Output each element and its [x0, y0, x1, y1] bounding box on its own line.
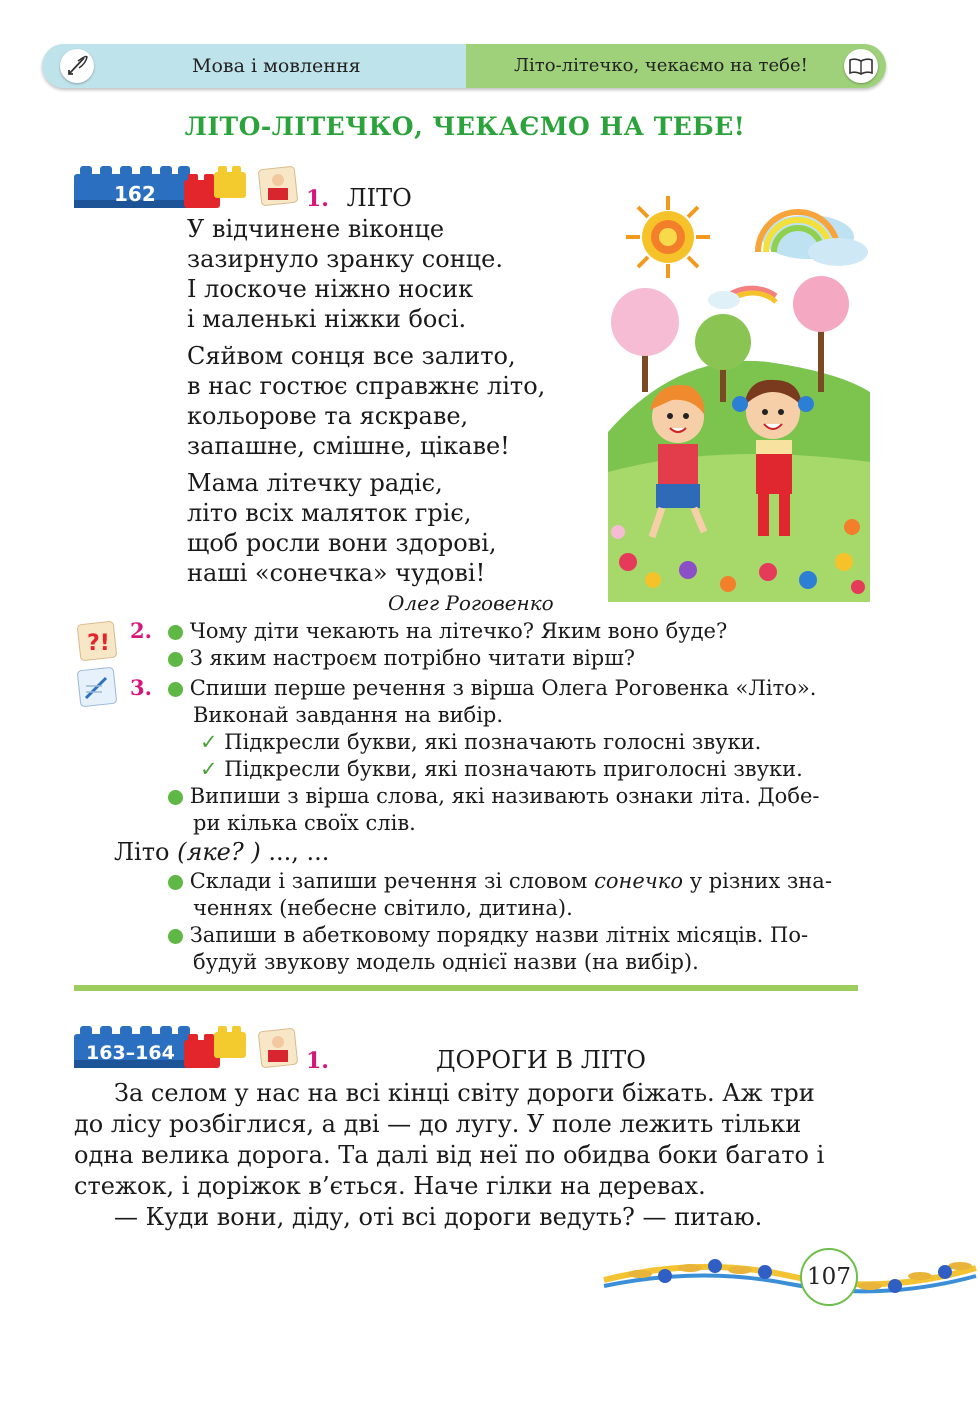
poem-stanza-2	[187, 341, 587, 461]
section-divider	[74, 985, 858, 991]
sun-icon	[626, 196, 710, 278]
task-text: ченнях (небесне світило, дитина).	[193, 896, 573, 920]
wheat-cornflower-ornament	[600, 1246, 978, 1306]
reading-child-icon	[258, 166, 298, 206]
poem-line: кольорове та яскраве,	[187, 402, 469, 430]
header-section-label: Мова і мовлення	[192, 55, 361, 77]
question-text: З яким настроєм потрібно читати вірш?	[189, 646, 636, 670]
poem-line: наші «сонечка» чудові!	[187, 559, 486, 587]
header-left-section	[42, 44, 466, 88]
bullet	[168, 790, 183, 805]
task-3-more	[168, 868, 868, 976]
task-number: 2.	[130, 618, 152, 643]
quill-icon	[60, 49, 94, 83]
lito-word: Літо	[114, 838, 170, 866]
poem-author: Олег Роговенко	[388, 591, 554, 615]
task-text: Випиши з вірша слова, які називають ознаки літа. Добе-	[189, 784, 820, 808]
rainbow-cloud	[758, 212, 868, 266]
task-text: Виконай завдання на вибір.	[193, 703, 504, 727]
task-3	[130, 674, 870, 837]
page-number: 107	[800, 1248, 858, 1306]
poem-line: в нас гостює справжнє літо,	[187, 372, 546, 400]
task-text: Запиши в абетковому порядку назви літніх місяців. По-	[189, 923, 809, 947]
story-line: стежок, і доріжок в’ється. Наче гілки на деревах.	[74, 1172, 706, 1200]
task-text: у різних зна-	[689, 869, 832, 893]
poem-line: зазирнуло зранку сонце.	[187, 245, 503, 273]
story-line: За селом у нас на всі кінці світу дороги біжать. Аж три	[114, 1079, 815, 1107]
svg-text:?!: ?!	[87, 631, 110, 656]
story-title: ДОРОГИ В ЛІТО	[436, 1046, 646, 1074]
lego-bricks-icon	[74, 162, 254, 212]
emphasized-word: сонечко	[594, 869, 683, 893]
story-line: до лісу розбіглися, а дві — до лугу. У поле лежить тільки	[74, 1110, 802, 1138]
page-title: ЛІТО-ЛІТЕЧКО, ЧЕКАЄМО НА ТЕБЕ!	[184, 112, 746, 141]
story-line: одна велика дорога. Та далі від неї по обидва боки багато і	[74, 1141, 825, 1169]
task-number: 3.	[130, 675, 152, 700]
poem-line: Сяйвом сонця все залито,	[187, 342, 516, 370]
task-text: Спиши перше речення з вірша Олега Роговенка «Літо».	[189, 676, 817, 700]
poem-line: У відчинене віконце	[187, 215, 445, 243]
reading-child-icon	[258, 1028, 298, 1068]
task-text: Склади і запиши речення зі словом	[189, 869, 588, 893]
task-text: будуй звукову модель однієї назви (на вибір).	[193, 950, 699, 974]
checkmark-icon: ✓	[200, 757, 218, 781]
lesson-tag-162	[74, 162, 254, 212]
poem-heading	[306, 184, 412, 212]
question-mark-icon	[76, 620, 118, 662]
poem-stanza-1	[187, 214, 587, 334]
header-right-section	[466, 44, 886, 88]
poem-line: і маленькі ніжки босі.	[187, 305, 467, 333]
question-text: Чому діти чекають на літечко? Яким воно буде?	[189, 619, 728, 643]
lito-dots: ..., ...	[268, 838, 330, 866]
choice-text: Підкресли букви, які позначають голосні звуки.	[224, 730, 762, 754]
lito-question: (яке? )	[177, 838, 261, 866]
header-topic-label: Літо-літечко, чекаємо на тебе!	[514, 55, 808, 76]
poem-title: ЛІТО	[346, 184, 412, 212]
poem-line: І лоскоче ніжно носик	[187, 275, 474, 303]
tree-icon	[611, 288, 679, 392]
open-book-icon	[844, 49, 878, 83]
story-text	[74, 1078, 864, 1233]
task-2	[130, 617, 860, 672]
choice-text: Підкресли букви, які позначають приголосні звуки.	[224, 757, 803, 781]
lesson-number: 163–164	[86, 1042, 175, 1064]
summer-children-illustration	[608, 192, 870, 602]
poem-line: літо всіх маляток гріє,	[187, 499, 472, 527]
bullet	[168, 682, 183, 697]
bullet	[168, 875, 183, 890]
bullet	[168, 625, 183, 640]
poem-line: запашне, смішне, цікаве!	[187, 432, 510, 460]
task-number: 1.	[306, 186, 329, 212]
poem-line: щоб росли вони здорові,	[187, 529, 497, 557]
story-line: — Куди вони, діду, оті всі дороги ведуть? — питаю.	[114, 1203, 763, 1231]
lito-line	[114, 838, 329, 866]
lesson-number: 162	[114, 182, 156, 206]
task-number: 1.	[306, 1048, 329, 1074]
bullet	[168, 929, 183, 944]
header-bar	[42, 44, 886, 88]
writing-icon	[76, 666, 118, 708]
poem-stanza-3	[187, 468, 587, 588]
poem-line: Мама літечку радіє,	[187, 469, 443, 497]
bullet	[168, 652, 183, 667]
checkmark-icon: ✓	[200, 730, 218, 754]
lesson-tag-163-164	[74, 1022, 254, 1072]
task-text: ри кілька своїх слів.	[193, 811, 416, 835]
